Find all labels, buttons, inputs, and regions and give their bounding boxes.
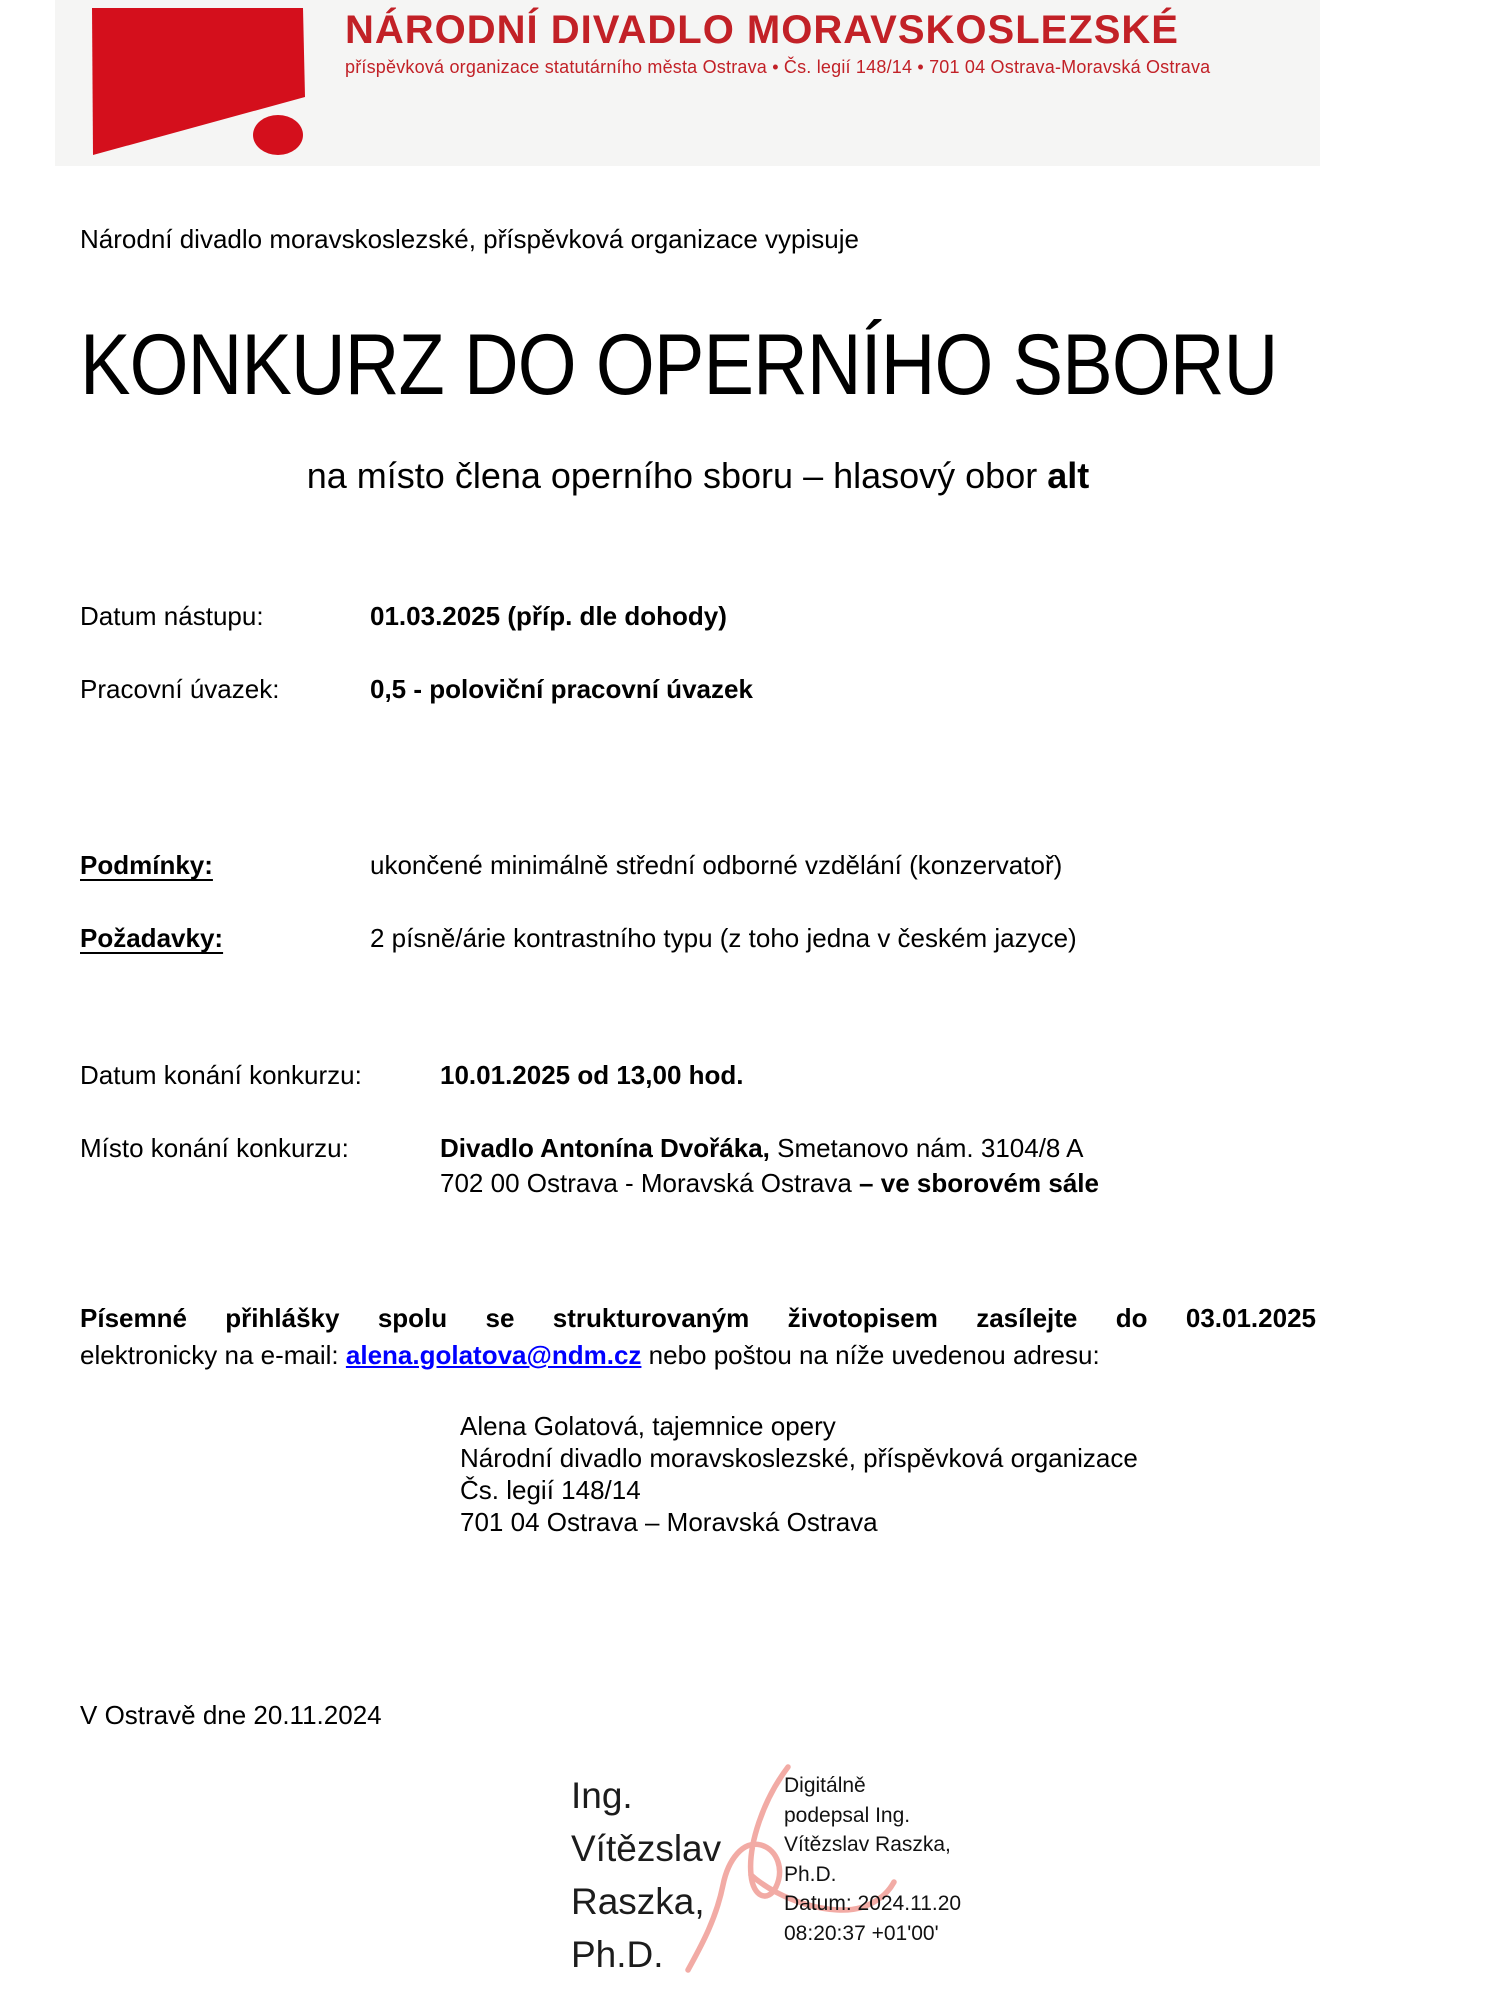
requirements-section — [80, 850, 1316, 954]
audition-place-line1 — [440, 1133, 1316, 1164]
audition-place-line2 — [440, 1164, 1316, 1202]
signer-name-line: Vítězslav — [571, 1828, 722, 1869]
start-date-value: 01.03.2025 (příp. dle dohody) — [370, 601, 727, 631]
application-paragraph — [80, 1300, 1316, 1374]
email-link[interactable]: alena.golatova@ndm.cz — [345, 1340, 642, 1370]
address-organization: Národní divadlo moravskoslezské, příspěvková organizace — [460, 1443, 1138, 1473]
signature-details-line: podepsal Ing. — [784, 1803, 911, 1827]
conditions-value: ukončené minimálně střední odborné vzdělání (konzervatoř) — [370, 850, 1063, 880]
audition-date-value: 10.01.2025 od 13,00 hod. — [440, 1060, 744, 1090]
email-suffix-text: nebo poštou na níže uvedenou adresu: — [641, 1340, 1100, 1370]
page-title: KONKURZ DO OPERNÍHO SBORU — [80, 317, 1278, 413]
email-prefix-text: elektronicky na e-mail: — [80, 1340, 346, 1370]
workload-value: 0,5 - poloviční pracovní úvazek — [370, 674, 753, 704]
subtitle-text: na místo člena operního sboru – hlasový obor — [306, 455, 1048, 496]
details-section — [80, 601, 1316, 705]
application-deadline-line: Písemné přihlášky spolu se strukturovaným životopisem zasílejte do 03.01.2025 — [80, 1303, 1316, 1333]
letterhead — [55, 0, 1320, 166]
signer-name-line: Ph.D. — [571, 1934, 664, 1975]
place-and-date-line: V Ostravě dne 20.11.2024 — [80, 1700, 382, 1730]
application-contact-line — [80, 1337, 1316, 1374]
audition-place-label: Místo konání konkurzu: — [80, 1133, 349, 1163]
address-contact-person: Alena Golatová, tajemnice opery — [460, 1411, 836, 1441]
audition-place-value — [440, 1133, 1316, 1202]
signature-details-line: Digitálně — [784, 1774, 866, 1797]
signature-details-line: Ph.D. — [784, 1862, 837, 1886]
page-subtitle — [80, 453, 1316, 498]
letterhead-text — [345, 8, 1210, 78]
audition-section — [80, 1060, 1316, 1202]
start-date-label: Datum nástupu: — [80, 601, 264, 631]
requirements-label: Požadavky: — [80, 923, 224, 953]
audition-date-label: Datum konání konkurzu: — [80, 1060, 362, 1090]
ndm-flag-logo-icon — [92, 7, 307, 157]
organization-tagline: příspěvková organizace statutárního města Ostrava • Čs. legií 148/14 • 701 04 Ostrava-Moravská Ostrava — [345, 57, 1211, 77]
venue-hall: – ve sborovém sále — [859, 1168, 1099, 1198]
venue-name: Divadlo Antonína Dvořáka, — [440, 1133, 770, 1163]
venue-street: Smetanovo nám. 3104/8 A — [769, 1133, 1084, 1163]
conditions-label: Podmínky: — [80, 850, 213, 880]
signature-details-line: Datum: 2024.11.20 — [784, 1892, 962, 1915]
signature-details — [784, 1771, 961, 1948]
intro-line: Národní divadlo moravskoslezské, příspěvková organizace vypisuje — [80, 224, 859, 254]
subtitle-voice-type: alt — [1047, 455, 1090, 496]
signature-details-line: Vítězslav Raszka, — [784, 1833, 951, 1856]
signer-name-line: Ing. — [571, 1775, 633, 1816]
workload-label: Pracovní úvazek: — [80, 674, 280, 704]
address-street: Čs. legií 148/14 — [460, 1475, 641, 1505]
venue-city: 702 00 Ostrava - Moravská Ostrava — [440, 1168, 860, 1198]
address-city: 701 04 Ostrava – Moravská Ostrava — [460, 1507, 878, 1537]
organization-name: NÁRODNÍ DIVADLO MORAVSKOSLEZSKÉ — [345, 8, 1179, 52]
postal-address-block — [460, 1410, 1316, 1538]
signer-name-line: Raszka, — [571, 1881, 705, 1922]
signature-details-line: 08:20:37 +01'00' — [784, 1921, 939, 1945]
document-body — [0, 224, 1500, 1999]
digital-signature-block — [571, 1769, 1316, 1999]
requirements-value: 2 písně/árie kontrastního typu (z toho jedna v českém jazyce) — [370, 923, 1077, 953]
